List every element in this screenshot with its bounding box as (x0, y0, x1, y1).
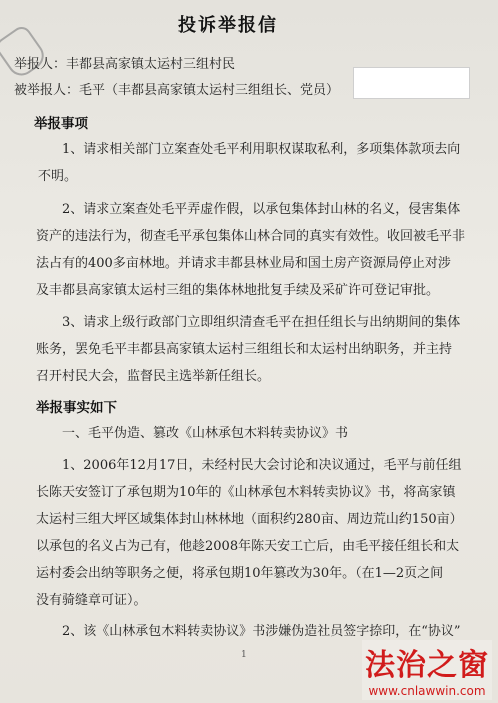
body-line: 法占有的400多亩林地。并请求丰都县林业局和国土房产资源局停止对涉 (36, 256, 451, 271)
watermark-url[interactable]: www.cnlawwin.com (368, 684, 486, 698)
body-line: 太运村三组大坪区域集体封山林林地（面积约280亩、周边荒山约150亩） (36, 512, 463, 527)
watermark-name: 法治之窗 (365, 648, 489, 683)
reporter-line: 举报人：丰都县高家镇太运村三组村民 (14, 57, 236, 72)
body-line: 运村委会出纳等职务之便，将承包期10年篡改为30年。（在1—2页之间 (36, 566, 444, 581)
subsection-heading: 一、毛平伪造、篡改《山林承包木料转卖协议》书 (62, 426, 349, 441)
body-line: 1、2006年12月17日，未经村民大会讨论和决议通过，毛平与前任组 (62, 458, 462, 473)
body-line: 1、请求相关部门立案查处毛平利用职权谋取私利，多项集体款项去向 (62, 142, 461, 157)
section-heading-matters: 举报事项 (34, 116, 88, 132)
redaction-box (353, 67, 470, 99)
body-line: 及丰都县高家镇太运村三组的集体林地批复手续及采矿许可登记审批。 (36, 283, 440, 298)
document-title: 投诉举报信 (178, 15, 278, 36)
body-line: 不明。 (38, 169, 78, 184)
body-line: 2、请求立案查处毛平弄虚作假，以承包集体封山林的名义，侵害集体 (62, 202, 461, 217)
body-line: 长陈天安签订了承包期为10年的《山林承包木料转卖协议》书，将高家镇 (36, 485, 456, 500)
body-line: 没有骑缝章可证）。 (36, 593, 147, 608)
body-line: 2、该《山林承包木料转卖协议》书涉嫌伪造社员签字捺印，在“协议” (62, 624, 461, 639)
site-watermark-logo (362, 640, 492, 700)
body-line: 账务，罢免毛平丰都县高家镇太运村三组组长和太运村出纳职务，并主持 (36, 342, 453, 357)
body-line: 资产的违法行为，彻查毛平承包集体山林合同的真实有效性。收回被毛平非 (36, 229, 466, 244)
page-number: 1 (241, 650, 247, 660)
section-heading-facts: 举报事实如下 (36, 400, 117, 416)
body-line: 召开村民大会，监督民主选举新任组长。 (36, 369, 271, 384)
reported-person-line: 被举报人：毛平（丰都县高家镇太运村三组组长、党员） (14, 83, 340, 98)
body-line: 以承包的名义占为己有，他趁2008年陈天安工亡后，由毛平接任组长和太 (36, 539, 460, 554)
body-line: 3、请求上级行政部门立即组织清查毛平在担任组长与出纳期间的集体 (62, 315, 461, 330)
paperclip-icon (0, 23, 49, 81)
